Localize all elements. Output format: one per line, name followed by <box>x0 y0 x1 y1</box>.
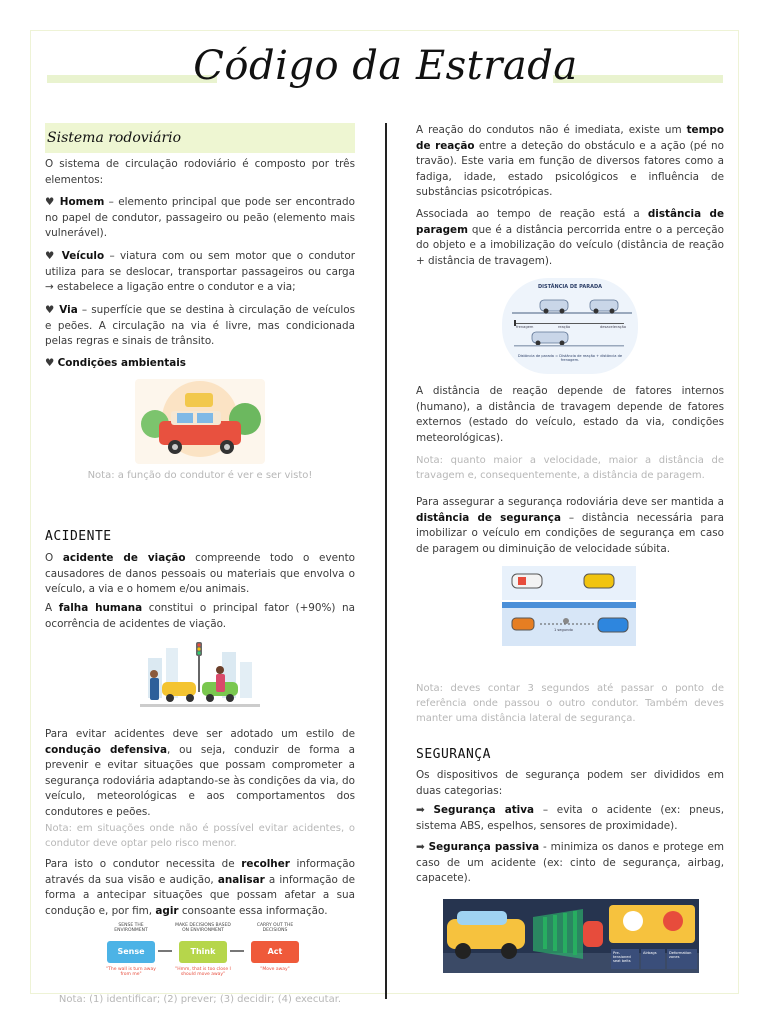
reacao-term: tempo de reação <box>416 124 724 152</box>
ativa-paragraph <box>416 803 724 834</box>
think-caption-top: MAKE DECISIONS BASED ON ENVIRONMENT <box>175 923 231 933</box>
section-heading-acidente: ACIDENTE <box>45 529 112 544</box>
processo-paragraph <box>45 857 355 919</box>
processo-text-b: informação através da sua visão e audição, <box>45 858 355 886</box>
paragem-paragraph <box>416 207 724 269</box>
via-text: – superfície que se destina à circulação de veículos e peões. A circulação na via é livre, mas condicionada pelas regras e sinais de trânsito. <box>45 304 355 347</box>
homem-paragraph <box>45 195 355 242</box>
page-title: Código da Estrada <box>193 43 578 89</box>
seg-dist-text-a: Para assegurar a segurança rodoviária deve ser mantida a <box>416 496 724 508</box>
sense-caption-bottom: "The wall is turn away from me" <box>106 967 156 977</box>
passiva-term: Segurança passiva <box>428 841 540 853</box>
stop-diagram-caption: Distância de parada = Distância de reação + distância de frenagem. <box>517 354 623 362</box>
stopping-distance-diagram <box>502 278 638 374</box>
stop-cars-graphic <box>502 290 638 350</box>
homem-term: Homem <box>59 196 105 208</box>
seguranca-distancia-paragraph <box>416 495 724 557</box>
column-divider <box>385 123 387 999</box>
accident-illustration <box>140 638 260 716</box>
falha-paragraph <box>45 601 355 632</box>
processo-text-a: Para isto o condutor necessita de <box>45 858 242 870</box>
falha-text-a: A <box>45 602 59 614</box>
falha-term: falha humana <box>58 602 143 614</box>
homem-text: – elemento principal que pode ser encontrado no papel de condutor, passageiro ou peão (elemento mais vulnerável). <box>45 196 355 239</box>
reacao-text-a: A reação do condutos não é imediata, existe um <box>416 124 687 136</box>
note-tres-segundos: Nota: deves contar 3 segundos até passar o ponto de referência onde passou o outro condutor. Também deves manter uma distância lateral de segurança. <box>416 683 724 724</box>
defensiva-text-b: , ou seja, conduzir de forma a prevenir e evitar situações que possam comprometer a segurança rodoviária adaptando-se às condições da via, do veículo, meteorológicas e aos comportamentos dos condutores e peões. <box>45 743 355 818</box>
heart-icon: ♥ <box>45 250 57 262</box>
think-box: Think <box>179 941 227 963</box>
act-caption-bottom: "Move away" <box>260 967 290 972</box>
veiculo-paragraph <box>45 249 355 296</box>
processo-text-d: consoante essa informação. <box>178 904 328 917</box>
gap-label: 1 segundo <box>554 628 573 632</box>
section-heading-seguranca: SEGURANÇA <box>416 747 491 762</box>
arrow-2 <box>230 950 244 952</box>
note-velocidade: Nota: quanto maior a velocidade, maior a distância de travagem e, consequentemente, a distância de paragem. <box>416 455 724 481</box>
acidente-text-b: compreende todo o evento causadores de danos pessoais ou materiais que envolva o veículo, a via e o homem e/ou animais. <box>45 552 355 595</box>
note-risco: Nota: em situações onde não é possível evitar acidentes, o condutor deve optar pelo risco menor. <box>45 823 355 849</box>
acidente-term: acidente de viação <box>62 552 186 564</box>
note-etapas: Nota: (1) identificar; (2) prever; (3) decidir; (4) executar. <box>58 994 342 1005</box>
stop-label-desaceleracao: desaceleração <box>600 325 627 329</box>
veiculo-text: – viatura com ou sem motor que o condutor utiliza para se deslocar, transportar passageiros ou carga → estabelece a ligação entre o condutor e a via; <box>45 250 355 293</box>
tag-seat-belts: Pre-tensioned seat belts <box>611 949 639 969</box>
seguranca-intro: Os dispositivos de segurança podem ser divididos em duas categorias: <box>416 769 724 797</box>
ativa-term: Segurança ativa <box>433 804 535 816</box>
condicoes-paragraph <box>45 356 355 372</box>
stop-label-reacao: reação <box>558 325 571 329</box>
condicoes-term: Condições ambientais <box>57 357 186 369</box>
passiva-text: - minimiza os danos e protege em caso de um acidente (ex: cinto de segurança, airbag, capacete). <box>416 841 724 884</box>
safety-distance-graphic <box>502 566 636 646</box>
act-box: Act <box>251 941 299 963</box>
title-row <box>31 43 740 103</box>
seg-dist-text-b: – distância necessária para imobilizar o veículo em condições de segurança em caso de paragem ou diminuição de velocidade súbita. <box>416 511 724 555</box>
falha-text-b: constitui o principal fator (+90%) na ocorrência de acidentes de viação. <box>45 602 355 630</box>
term-agir: agir <box>155 904 179 917</box>
defensiva-term: condução defensiva <box>45 743 167 756</box>
arrow-1 <box>158 950 172 952</box>
acidente-paragraph <box>45 551 355 598</box>
heart-icon: ♥ <box>45 357 55 369</box>
section-heading-sistema: Sistema rodoviário <box>45 123 355 153</box>
paragem-text-b: que é a distância percorrida entre o a perceção do objeto e a imobilização do veículo (distância de reação + distância de travagem). <box>416 223 724 267</box>
veiculo-term: Veículo <box>61 250 105 262</box>
seg-dist-term: distância de segurança <box>416 511 561 524</box>
stop-label-frenagem: frenagem <box>516 325 534 329</box>
term-analisar: analisar <box>217 873 265 886</box>
heart-icon: ♥ <box>45 196 56 208</box>
tag-airbags: Airbags <box>641 949 665 969</box>
safety-cars <box>502 566 636 646</box>
reacao-text-b: entre a deteção do obstáculo e a ação (pé no travão). Este varia em função de diversos fatores como a fadiga, idade, estado psicológicos e influência de substâncias psicotrópicas. <box>416 139 724 198</box>
paragem-term: distância de paragem <box>416 208 724 236</box>
term-recolher: recolher <box>241 858 290 870</box>
reacao-paragraph <box>416 123 724 201</box>
fatores-paragraph: A distância de reação depende de fatores internos (humano), a distância de travagem depende de fatores externos (estado do veículo, estado da via, condições meteorológicas). <box>416 385 724 444</box>
passiva-paragraph <box>416 840 724 887</box>
sense-think-act-diagram <box>103 923 303 989</box>
acidente-text-a: O <box>45 552 63 564</box>
think-caption-bottom: "Hmm, that is too close I should move away" <box>175 967 231 977</box>
tag-deformation-zones: Deformation zones <box>667 949 697 969</box>
act-caption-top: CARRY OUT THE DECISIONS <box>256 923 294 933</box>
heart-icon: ♥ <box>45 304 56 316</box>
family-car-illustration <box>135 379 265 464</box>
arrow-right-icon: ➡ <box>416 804 425 816</box>
processo-text-c: a informação de forma a antecipar situações que possam afetar a sua condução e, por fim, <box>45 873 355 917</box>
sense-box: Sense <box>107 941 155 963</box>
arrow-right-icon: ➡ <box>416 841 425 853</box>
page <box>30 30 739 1005</box>
via-term: Via <box>59 304 78 316</box>
sense-caption-top: SENSE THE ENVIRONMENT <box>114 923 148 933</box>
safety-systems-illustration <box>443 899 699 973</box>
via-paragraph <box>45 303 355 350</box>
stop-diagram-title: DISTÂNCIA DE PARADA <box>538 284 602 290</box>
ativa-text: – evita o acidente (ex: pneus, sistema ABS, espelhos, sensores de proximidade). <box>416 804 724 832</box>
defensiva-paragraph <box>45 727 355 820</box>
sistema-intro: O sistema de circulação rodoviário é composto por três elementos: <box>45 158 355 186</box>
defensiva-text-a: Para evitar acidentes deve ser adotado um estilo de <box>45 728 355 740</box>
note-condutor: Nota: a função do condutor é ver e ser visto! <box>87 470 313 481</box>
paragem-text-a: Associada ao tempo de reação está a <box>416 208 648 220</box>
